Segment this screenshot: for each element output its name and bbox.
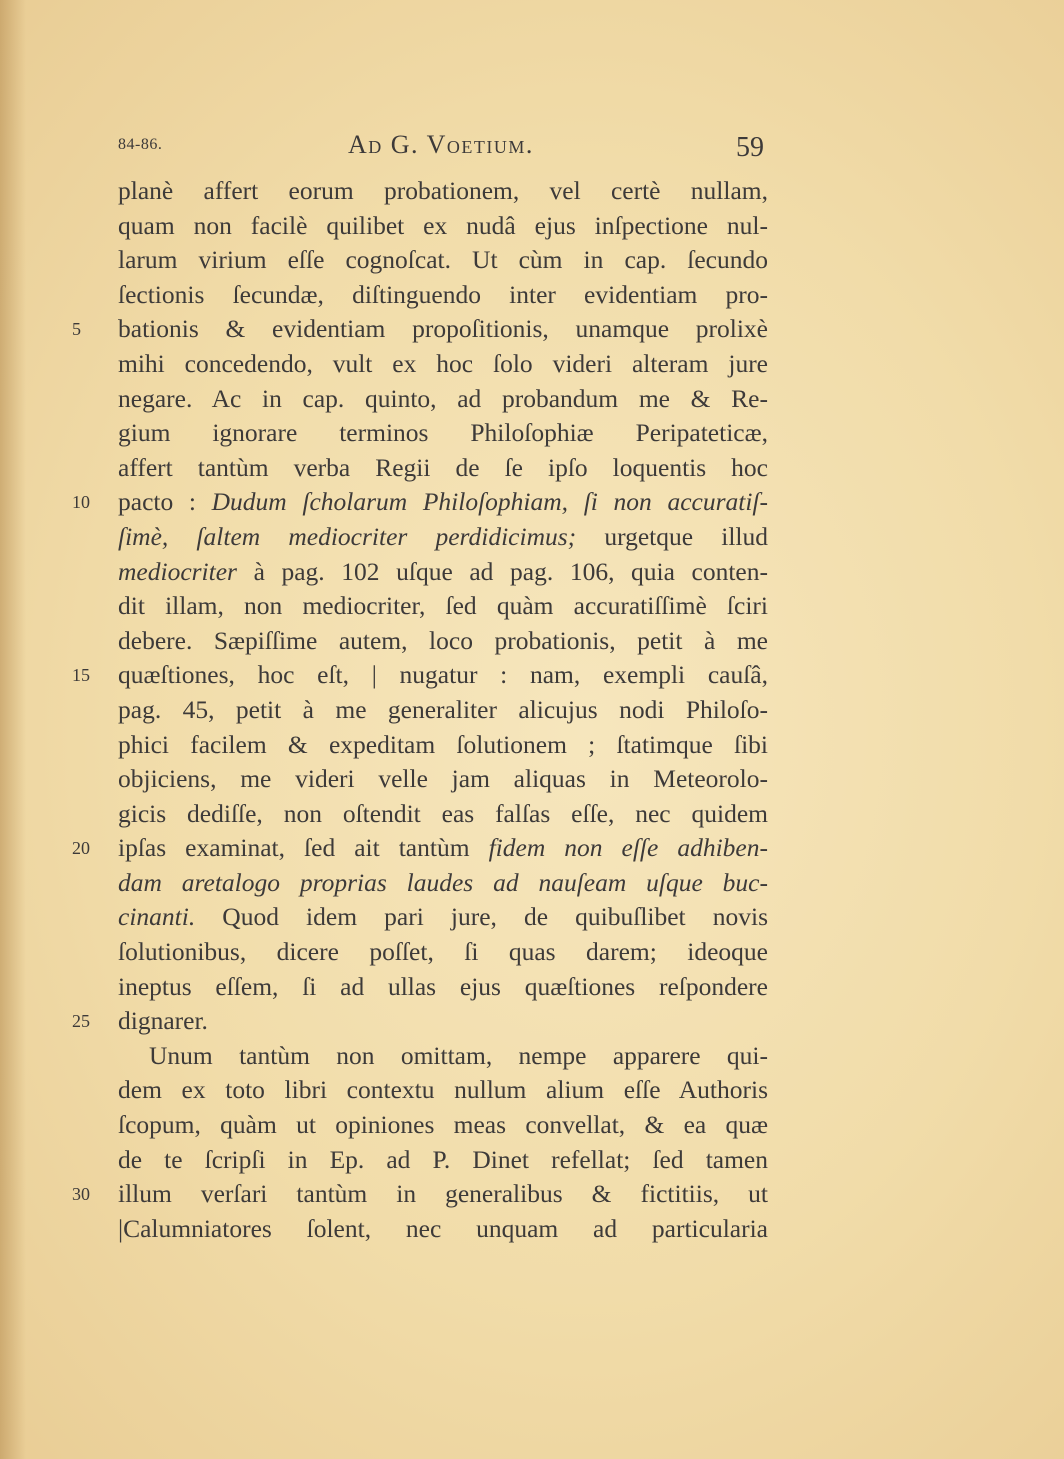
page-range: 84-86. <box>118 136 163 153</box>
text-segment: ſcopum, quàm ut opiniones meas convellat, & ea quæ <box>118 1110 768 1140</box>
text-segment: à pag. 102 uſque ad pag. 106, quia conten- <box>236 556 768 586</box>
text-segment: mihi concedendo, vult ex hoc ſolo videri alteram jure <box>118 348 768 378</box>
line-number: 15 <box>72 665 90 686</box>
text-segment: ſolutionibus, dicere poſſet, ſi quas darem; ideoque <box>118 937 768 967</box>
text-line <box>118 347 768 382</box>
text-segment: dem ex toto libri contextu nullum alium eſſe Authoris <box>118 1075 768 1105</box>
line-text <box>118 555 768 590</box>
text-line <box>118 209 768 244</box>
line-text <box>118 589 768 624</box>
text-line <box>72 312 768 347</box>
line-text <box>118 693 768 728</box>
text-segment: quæſtiones, hoc eſt, | nugatur : nam, exempli cauſâ, <box>118 660 768 690</box>
text-line <box>118 693 768 728</box>
text-line <box>118 935 768 970</box>
text-segment: objiciens, me videri velle jam aliquas in Meteorolo- <box>118 764 768 794</box>
text-segment: debere. Sæpiſſime autem, loco probationis, petit à me <box>118 625 768 655</box>
text-segment: planè affert eorum probationem, vel certè nullam, <box>118 176 768 205</box>
text-line <box>118 416 768 451</box>
text-line <box>118 1143 768 1178</box>
text-segment: urgetque illud <box>576 521 768 551</box>
text-line <box>118 1108 768 1143</box>
line-text <box>118 1073 768 1108</box>
line-number: 30 <box>72 1184 90 1205</box>
line-text <box>118 382 768 417</box>
line-text <box>118 520 768 555</box>
italic-segment: ſimè, ſaltem mediocriter perdidicimus; <box>118 521 577 551</box>
line-text <box>118 797 768 832</box>
text-segment: gium ignorare terminos Philoſophiæ Peripateticæ, <box>118 418 768 448</box>
text-segment: de te ſcripſi in Ep. ad P. Dinet refellat; ſed tamen <box>118 1144 768 1174</box>
text-segment: Unum tantùm non omittam, nempe apparere qui- <box>149 1040 768 1070</box>
text-segment: pacto : <box>118 487 212 517</box>
page-edge-shadow <box>0 0 26 1459</box>
text-line <box>72 658 768 693</box>
body-text <box>72 174 768 1246</box>
line-text <box>118 1143 768 1178</box>
text-line <box>118 900 768 935</box>
line-number: 10 <box>72 492 90 513</box>
line-text <box>118 347 768 382</box>
italic-segment: cinanti. <box>118 902 196 932</box>
line-text <box>118 416 768 451</box>
text-segment: pag. 45, petit à me generaliter alicujus nodi Philoſo- <box>118 694 768 724</box>
text-line <box>118 451 768 486</box>
text-line <box>118 624 768 659</box>
line-text <box>118 451 768 486</box>
line-text <box>118 1108 768 1143</box>
text-segment: ineptus eſſem, ſi ad ullas ejus quæſtiones reſpondere <box>118 971 768 1001</box>
running-title: Ad G. Voetium. <box>348 130 534 159</box>
text-segment: affert tantùm verba Regii de ſe ipſo loquentis hoc <box>118 452 768 482</box>
text-line <box>118 1073 768 1108</box>
text-line <box>72 485 768 520</box>
italic-segment: fidem non eſſe adhiben- <box>488 833 768 863</box>
line-text <box>118 209 768 244</box>
text-line <box>118 1039 768 1074</box>
text-segment: dit illam, non mediocriter, ſed quàm accuratiſſimè ſciri <box>118 591 768 621</box>
line-number: 20 <box>72 838 90 859</box>
line-text <box>118 312 768 347</box>
page-number: 59 <box>736 132 764 163</box>
line-text <box>118 624 768 659</box>
text-segment: bationis & evidentiam propoſitionis, unamque prolixè <box>118 314 768 344</box>
line-text <box>118 1004 768 1039</box>
italic-segment: dam aretalogo proprias laudes ad nauſeam uſque buc- <box>118 867 768 897</box>
text-segment: Quod idem pari jure, de quibuſlibet novis <box>195 902 768 932</box>
line-text <box>118 174 768 209</box>
text-segment: negare. Ac in cap. quinto, ad probandum me & Re- <box>118 383 768 413</box>
text-line <box>118 762 768 797</box>
line-number: 5 <box>72 319 81 340</box>
text-line <box>72 1177 768 1212</box>
line-number: 25 <box>72 1011 90 1032</box>
text-segment: phici facilem & expeditam ſolutionem ; ſtatimque ſibi <box>118 729 768 759</box>
text-line <box>118 555 768 590</box>
running-header <box>0 128 1064 168</box>
text-line <box>72 1004 768 1039</box>
line-text <box>118 243 768 278</box>
italic-segment: mediocriter <box>118 556 237 586</box>
line-text <box>118 866 768 901</box>
line-text <box>118 935 768 970</box>
text-line <box>72 831 768 866</box>
text-segment: ſectionis ſecundæ, diſtinguendo inter evidentiam pro- <box>118 279 768 309</box>
text-segment: quam non facilè quilibet ex nudâ ejus inſpectione nul- <box>118 210 768 240</box>
text-line <box>118 970 768 1005</box>
text-segment: dignarer. <box>118 1006 208 1036</box>
text-segment: ipſas examinat, ſed ait tantùm <box>118 833 489 863</box>
line-text <box>118 658 768 693</box>
line-text <box>118 970 768 1005</box>
line-text <box>118 278 768 313</box>
text-segment: larum virium eſſe cognoſcat. Ut cùm in cap. ſecundo <box>118 245 768 275</box>
text-line <box>118 1212 768 1247</box>
text-line <box>118 589 768 624</box>
line-text <box>118 762 768 797</box>
line-text <box>118 831 768 866</box>
text-line <box>118 866 768 901</box>
text-line <box>118 382 768 417</box>
line-text <box>118 728 768 763</box>
text-line <box>118 278 768 313</box>
text-segment: |Calumniatores ſolent, nec unquam ad particularia <box>118 1213 768 1243</box>
italic-segment: Dudum ſcholarum Philoſophiam, ſi non accuratiſ- <box>211 487 768 517</box>
text-line <box>118 174 768 209</box>
text-segment: illum verſari tantùm in generalibus & fictitiis, ut <box>118 1179 768 1209</box>
text-line <box>118 243 768 278</box>
line-text <box>118 1212 768 1247</box>
text-line <box>118 797 768 832</box>
text-line <box>118 520 768 555</box>
line-text <box>149 1039 768 1074</box>
line-text <box>118 1177 768 1212</box>
line-text <box>118 485 768 520</box>
line-text <box>118 900 768 935</box>
text-line <box>118 728 768 763</box>
text-segment: gicis dediſſe, non oſtendit eas falſas eſſe, nec quidem <box>118 798 768 828</box>
